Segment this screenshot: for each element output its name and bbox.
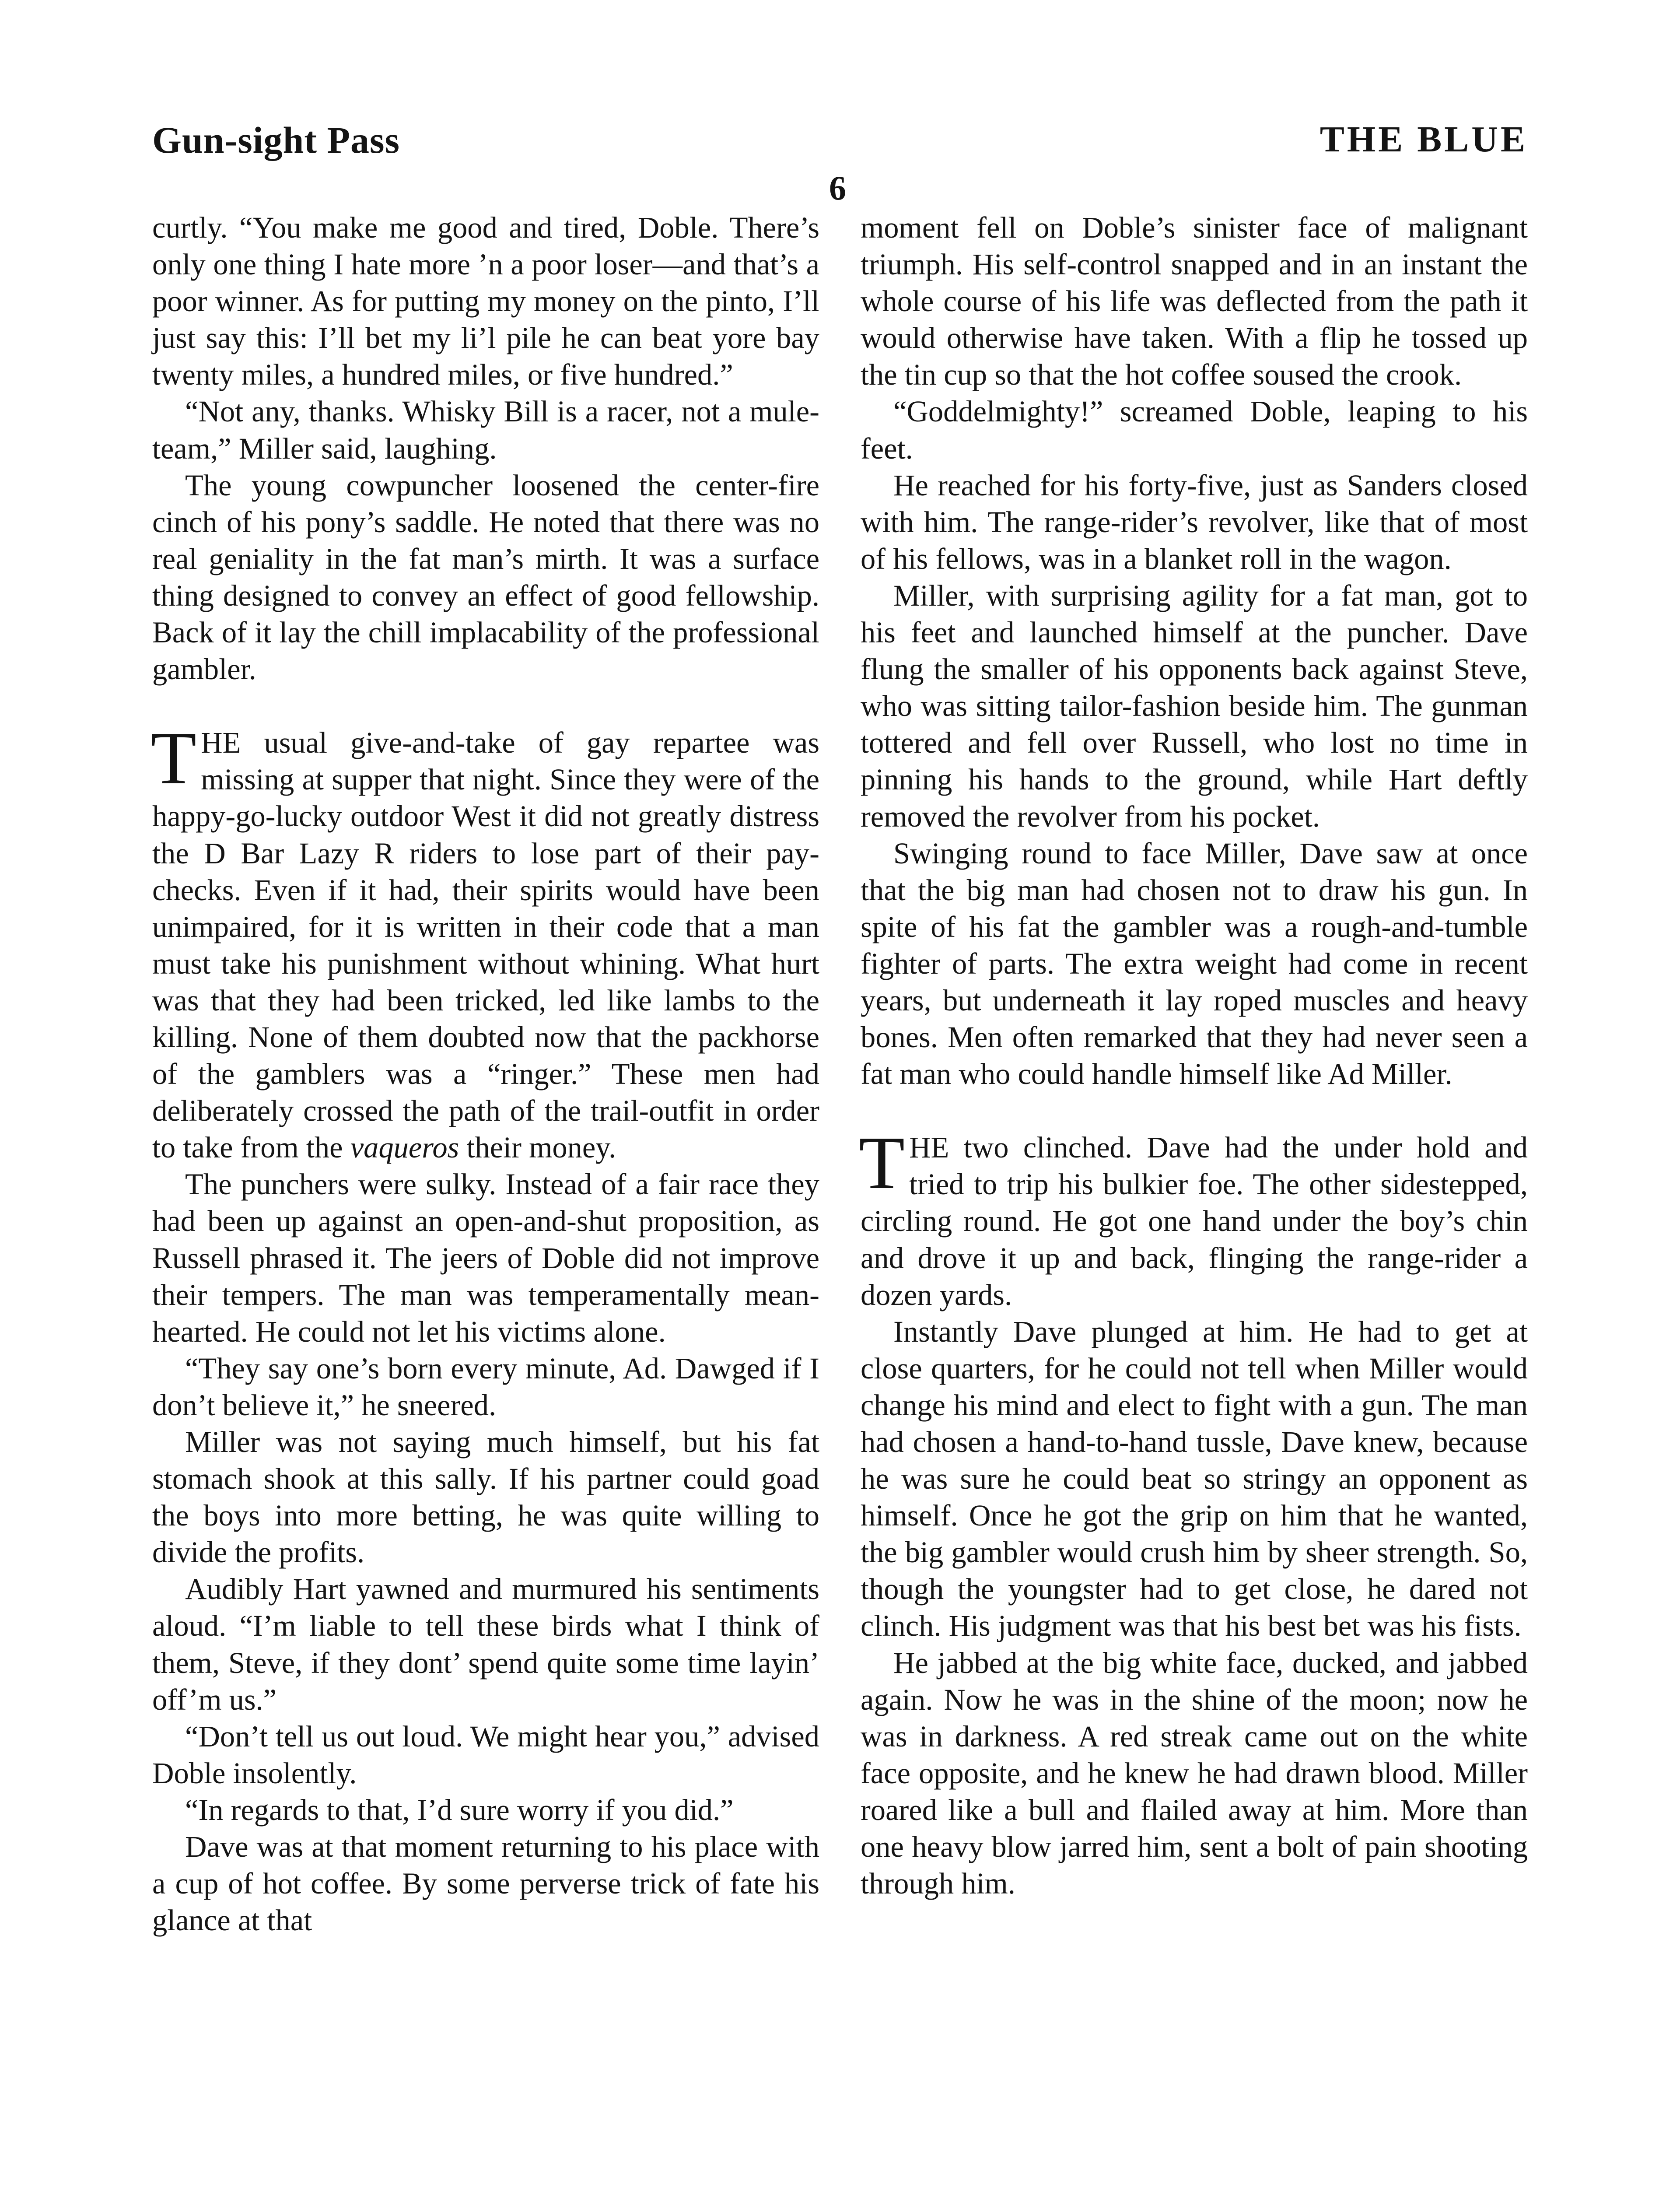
section-paragraph: [859, 1122, 1528, 1313]
section-paragraph: [150, 717, 819, 1166]
paragraph: “They say one’s born every minute, Ad. Dawged if I don’t believe it,” he sneered.: [152, 1351, 819, 1422]
running-head-magazine: THE BLUE: [1320, 119, 1528, 160]
paragraph: moment fell on Doble’s sinister face of malignant triumph. His self-control snapped and in an instant the whole course of his life was deflected from the path it would otherwise have taken. With a flip he tossed up the tin cup so that the hot coffee soused the crook.: [861, 211, 1528, 392]
left-column: [152, 209, 819, 1939]
paragraph: curtly. “You make me good and tired, Doble. There’s only one thing I hate more ’n a poor loser—and that’s a poor winner. As for putting my money on the pinto, I’ll just say this: I’ll bet my li’l pile he can beat yore bay twenty miles, a hundred miles, or five hundred.”: [152, 211, 819, 392]
drop-cap: T: [859, 1122, 905, 1205]
paragraph: He reached for his forty-five, just as Sanders closed with him. The range-rider’s revolver, like that of most of his fellows, was in a blanket roll in the wagon.: [861, 468, 1528, 575]
paragraph: The young cowpuncher loosened the center-fire cinch of his pony’s saddle. He noted that there was no real geniality in the fat man’s mirth. It was a surface thing designed to convey an effect of good fellowship. Back of it lay the chill implacability of the professional gambler.: [152, 468, 819, 686]
page-number: 6: [829, 169, 846, 207]
running-head-title: Gun-sight Pass: [152, 119, 400, 161]
paragraph: “Don’t tell us out loud. We might hear you,” advised Doble insolently.: [152, 1719, 819, 1790]
paragraph: Dave was at that moment returning to his place with a cup of hot coffee. By some perverse trick of fate his glance at that: [152, 1830, 819, 1937]
paragraph: Swinging round to face Miller, Dave saw at once that the big man had chosen not to draw his gun. In spite of his fat the gambler was a rough-and-tumble fighter of parts. The extra weight had come in recent years, but underneath it lay roped muscles and heavy bones. Men often remarked that they had never seen a fat man who could handle himself like Ad Miller.: [861, 836, 1528, 1091]
paragraph: He jabbed at the big white face, ducked, and jabbed again. Now he was in the shine of the moon; now he was in darkness. A red streak came out on the white face opposite, and he knew he had drawn blood. Miller roared like a bull and flailed away at him. More than one heavy blow jarred him, sent a bolt of pain shooting through him.: [861, 1646, 1528, 1900]
paragraph-text-end: their money.: [459, 1131, 616, 1164]
paragraph: Miller was not saying much himself, but his fat stomach shook at this sally. If his partner could goad the boys into more betting, he was quite willing to divide the profits.: [152, 1425, 819, 1569]
paragraph: Audibly Hart yawned and murmured his sentiments aloud. “I’m liable to tell these birds what I think of them, Steve, if they dont’ spend quite some time layin’ off’m us.”: [152, 1572, 819, 1716]
paragraph: Miller, with surprising agility for a fat man, got to his feet and launched himself at the puncher. Dave flung the smaller of his opponents back against Steve, who was sitting tailor-fashion beside him. The gunman tottered and fell over Russell, who lost no time in pinning his hands to the ground, while Hart deftly removed the revolver from his pocket.: [861, 579, 1528, 833]
paragraph: Instantly Dave plunged at him. He had to get at close quarters, for he could not tell when Miller would change his mind and elect to fight with a gun. The man had chosen a hand-to-hand tussle, Dave knew, because he was sure he could beat so stringy an opponent as himself. Once he got the grip on him that he wanted, the big gambler would crush him by sheer strength. So, though the youngster had to get close, he dared not clinch. His judgment was that his best bet was his fists.: [861, 1315, 1528, 1643]
paragraph: “Goddelmighty!” screamed Doble, leaping to his feet.: [861, 395, 1528, 465]
right-column: [861, 209, 1528, 1902]
paragraph: “In regards to that, I’d sure worry if you did.”: [185, 1793, 734, 1827]
italic-word: vaqueros: [350, 1131, 459, 1164]
paragraph: The punchers were sulky. Instead of a fair race they had been up against an open-and-shut proposition, as Russell phrased it. The jeers of Doble did not improve their tempers. The man was temperamentally mean-hearted. He could not let his victims alone.: [152, 1168, 819, 1348]
drop-cap: T: [150, 717, 197, 800]
paragraph-text: HE usual give-and-take of gay repartee was missing at supper that night. Since they were of the happy-go-lucky outdoor West it did not greatly distress the D Bar Lazy R riders to lose part of their pay-checks. Even if it had, their spirits would have been unimpaired, for it is written in their code that a man must take his punishment without whining. What hurt was that they had been tricked, led like lambs to the killing. None of them doubted now that the packhorse of the gamblers was a “ringer.” These men had deliberately crossed the path of the trail-outfit in order to take from the: [152, 726, 819, 1164]
paragraph-text: HE two clinched. Dave had the under hold and tried to trip his bulkier foe. The other sidestepped, circling round. He got one hand under the boy’s chin and drove it up and back, flinging the range-rider a dozen yards.: [861, 1131, 1528, 1311]
paragraph: “Not any, thanks. Whisky Bill is a racer, not a mule-team,” Miller said, laughing.: [152, 395, 819, 465]
